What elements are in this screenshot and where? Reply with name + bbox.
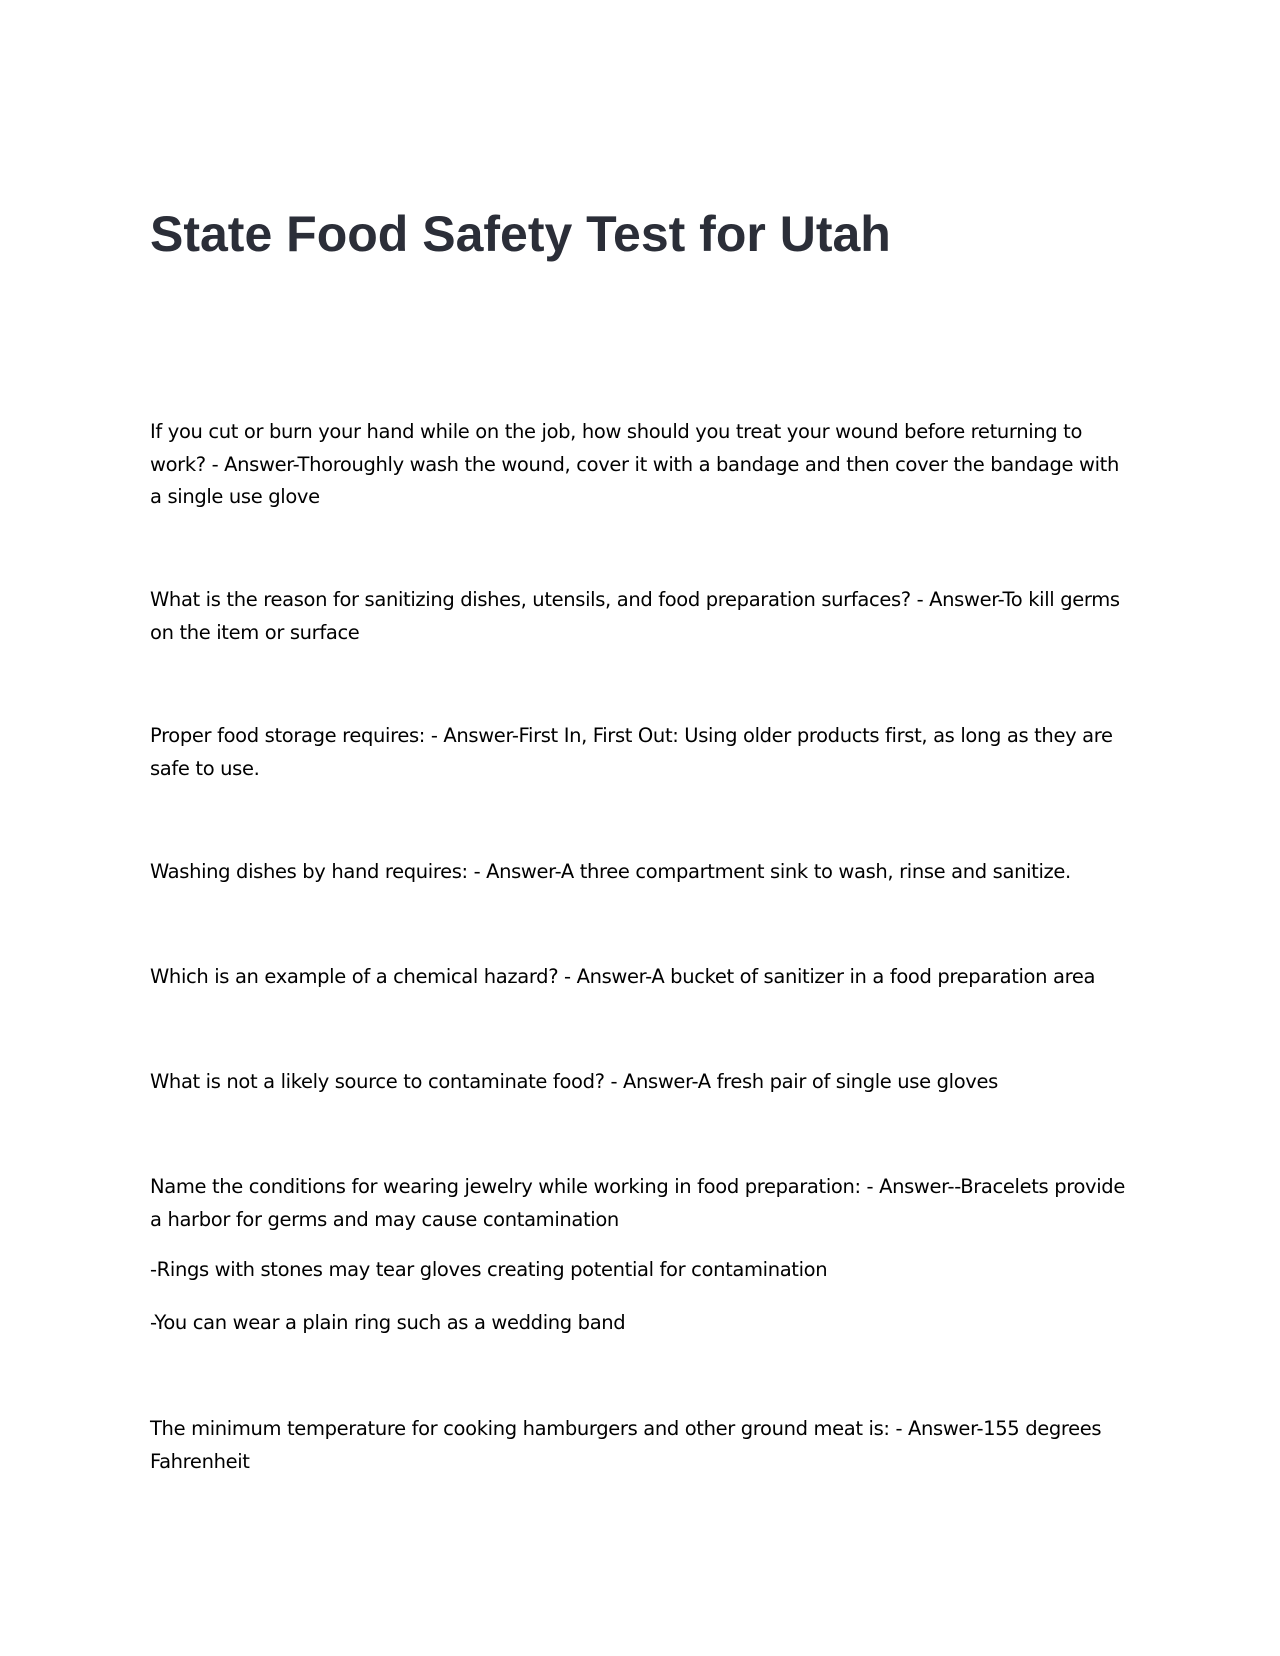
qa-item-continuation: -You can wear a plain ring such as a wedding band (150, 1311, 626, 1334)
qa-item: Name the conditions for wearing jewelry while working in food preparation: - Answer--Bracelets provide a harbor for germs and may cause contamination (150, 1175, 1125, 1231)
qa-item-continuation: -Rings with stones may tear gloves creating potential for contamination (150, 1258, 828, 1281)
qa-item: Proper food storage requires: - Answer-First In, First Out: Using older products first, as long as they are safe to use. (150, 724, 1113, 780)
qa-item: Washing dishes by hand requires: - Answer-A three compartment sink to wash, rinse and sanitize. (150, 860, 1071, 883)
qa-item: The minimum temperature for cooking hamburgers and other ground meat is: - Answer-155 degrees Fahrenheit (150, 1417, 1102, 1473)
qa-item: What is not a likely source to contaminate food? - Answer-A fresh pair of single use gloves (150, 1070, 998, 1093)
document-title: State Food Safety Test for Utah (150, 206, 891, 262)
qa-item: Which is an example of a chemical hazard? - Answer-A bucket of sanitizer in a food preparation area (150, 965, 1096, 988)
qa-item: If you cut or burn your hand while on the job, how should you treat your wound before returning to work? - Answer-Thoroughly wash the wound, cover it with a bandage and then cover the bandage with a single use glove (150, 420, 1119, 508)
qa-item: What is the reason for sanitizing dishes, utensils, and food preparation surfaces? - Answer-To kill germs on the item or surface (150, 588, 1120, 644)
